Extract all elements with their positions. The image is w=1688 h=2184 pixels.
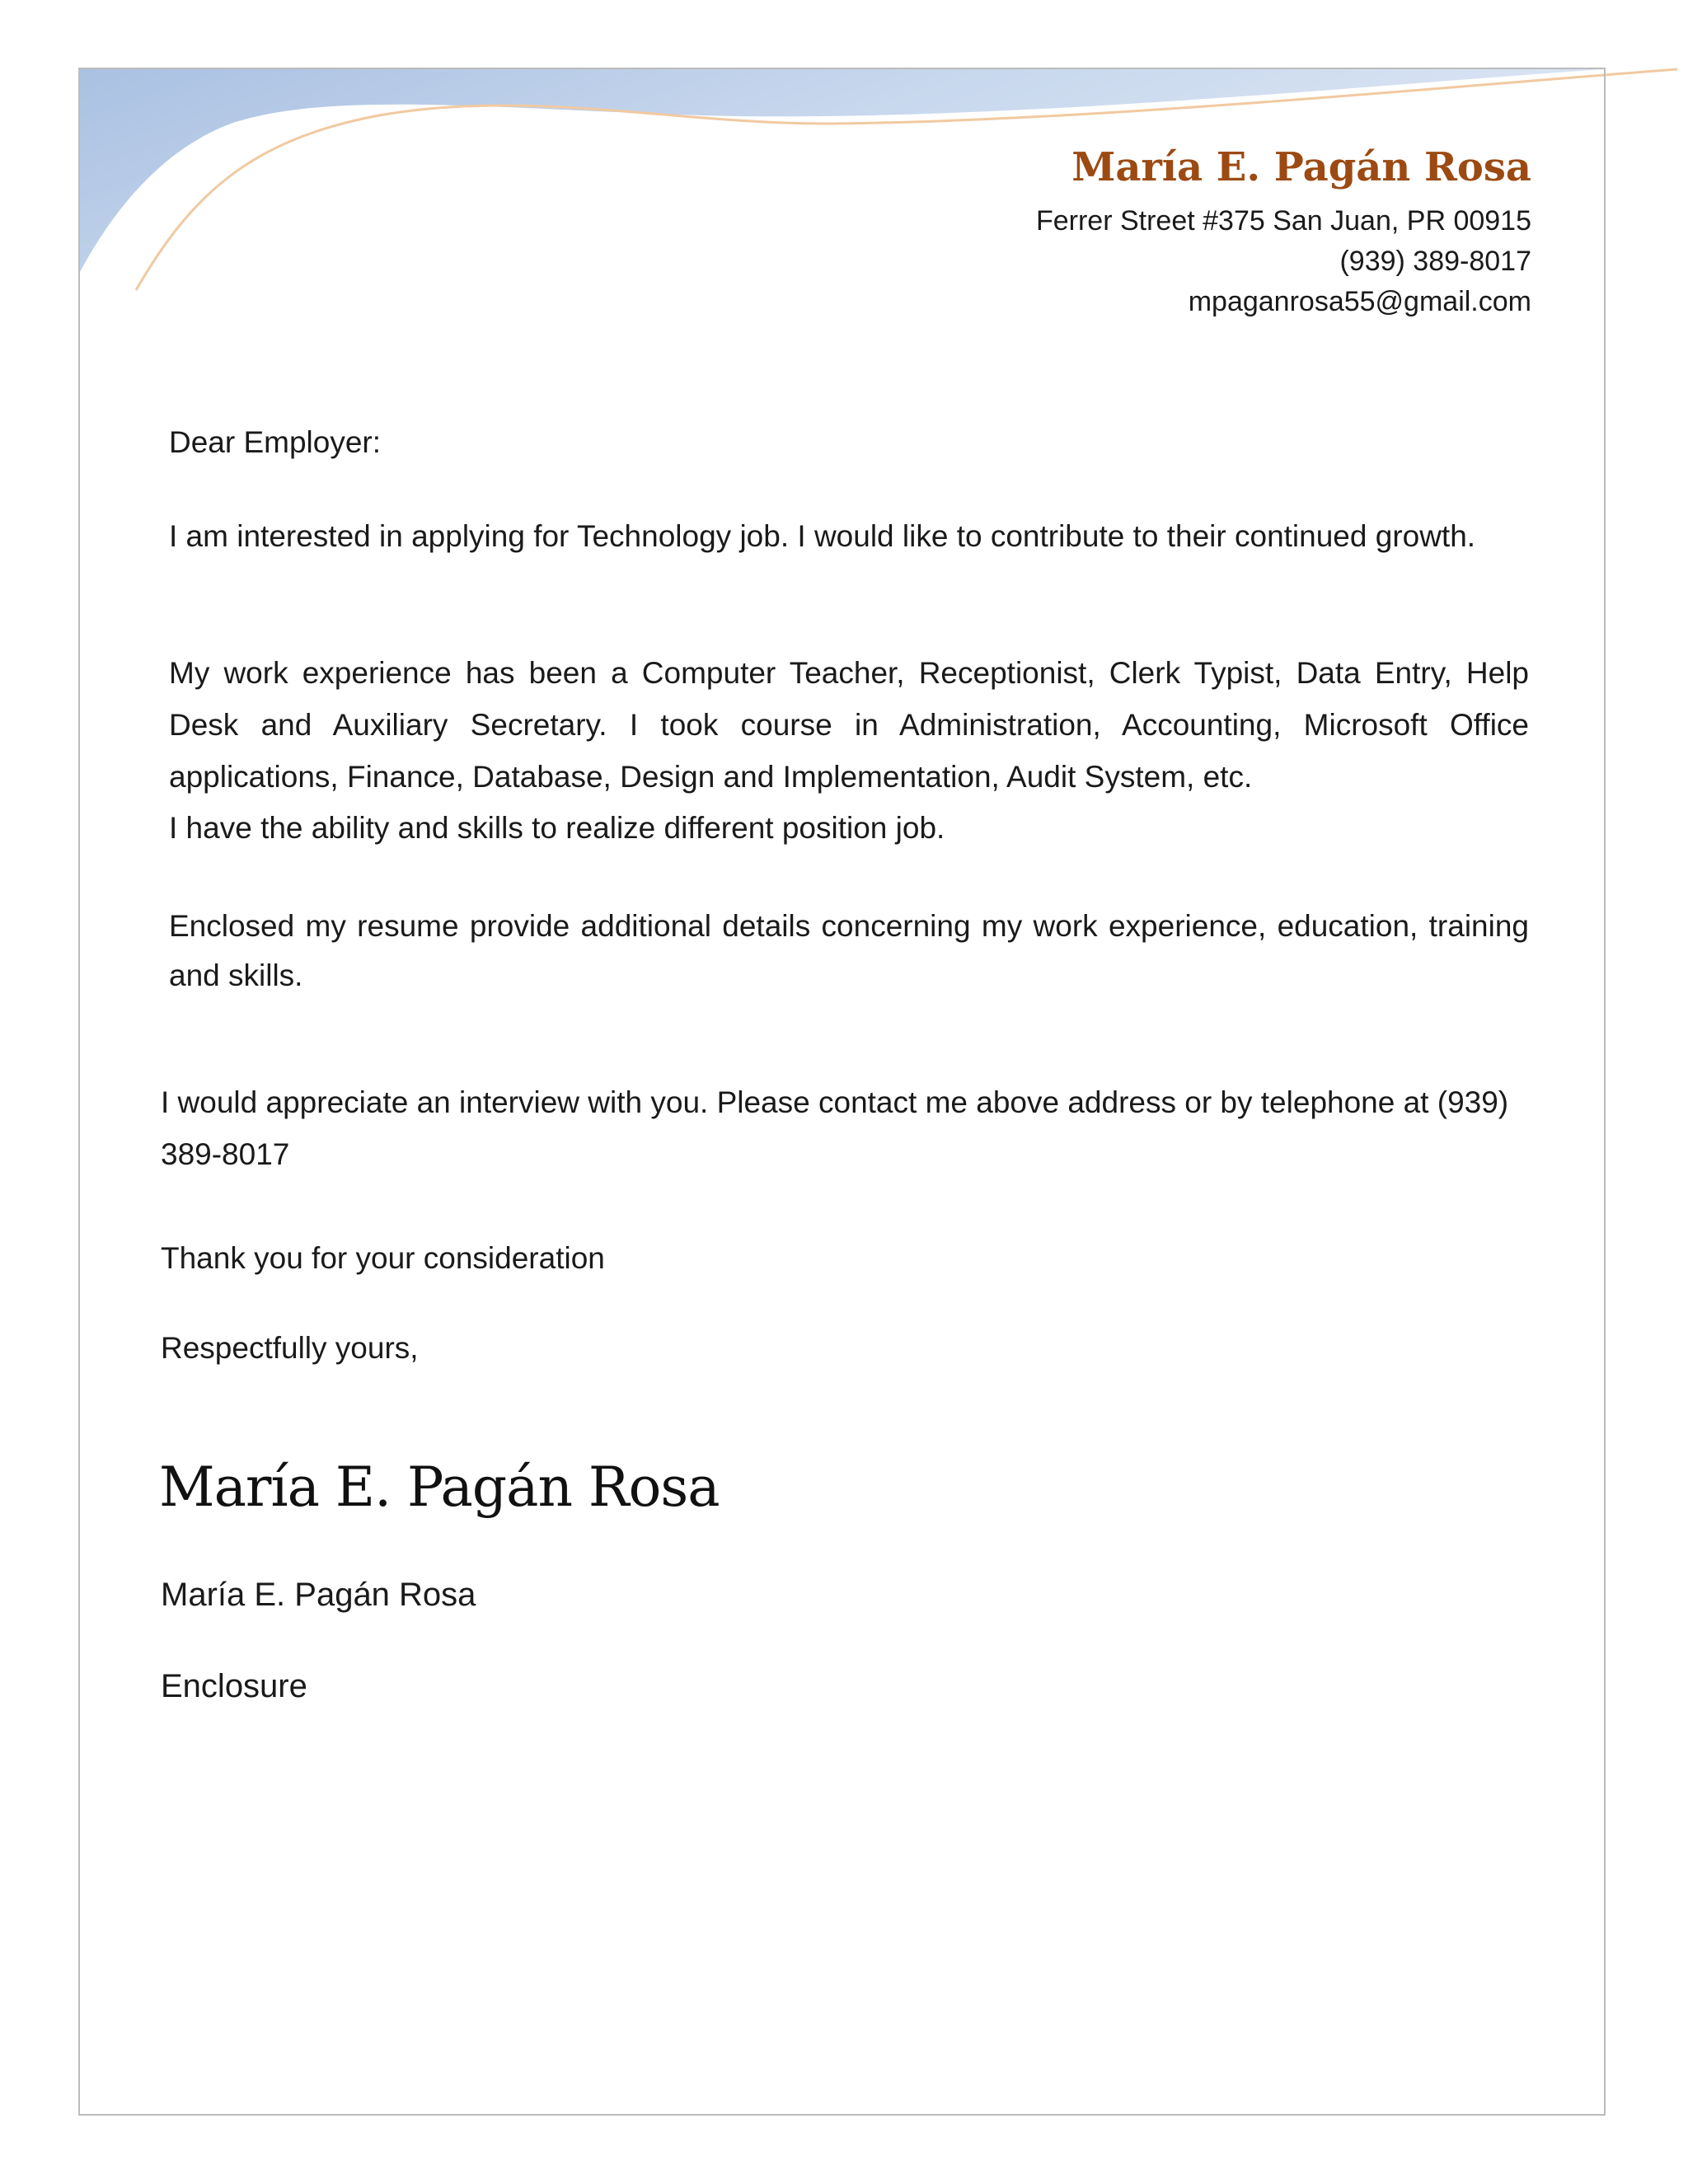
sender-name: María E. Pagán Rosa [1071,144,1531,190]
sender-email: mpaganrosa55@gmail.com [1188,286,1531,317]
handwritten-signature: María E. Pagán Rosa [159,1455,720,1519]
enclosure-note: Enclosure [161,1668,307,1704]
paragraph-interview-request: I would appreciate an interview with you. Please contact me above address or by telephone at (939) 389-8017 [161,1085,1509,1171]
salutation: Dear Employer: [169,425,382,459]
printed-name: María E. Pagán Rosa [161,1577,476,1613]
paragraph-interest: I am interested in applying for Technology job. I would like to contribute to their continued growth. [169,519,1476,553]
thanks-line: Thank you for your consideration [161,1241,605,1275]
sender-phone: (939) 389-8017 [1339,246,1531,277]
sender-address: Ferrer Street #375 San Juan, PR 00915 [1035,205,1531,237]
paragraph-ability: I have the ability and skills to realize different position job. [169,811,945,845]
paragraph-experience: My work experience has been a Computer Teacher, Receptionist, Clerk Typist, Data Entry, Help Desk and Auxiliary Secretary. I took course in Administration, Accounting, Microsoft Office applications, Finance, Database, Design and Implementation, Audit System, etc. [169,656,1529,794]
letterhead [1036,138,1531,322]
paragraph-enclosed-resume: Enclosed my resume provide additional details concerning my work experience, education, training and skills. [169,909,1529,992]
closing-line: Respectfully yours, [161,1331,419,1365]
